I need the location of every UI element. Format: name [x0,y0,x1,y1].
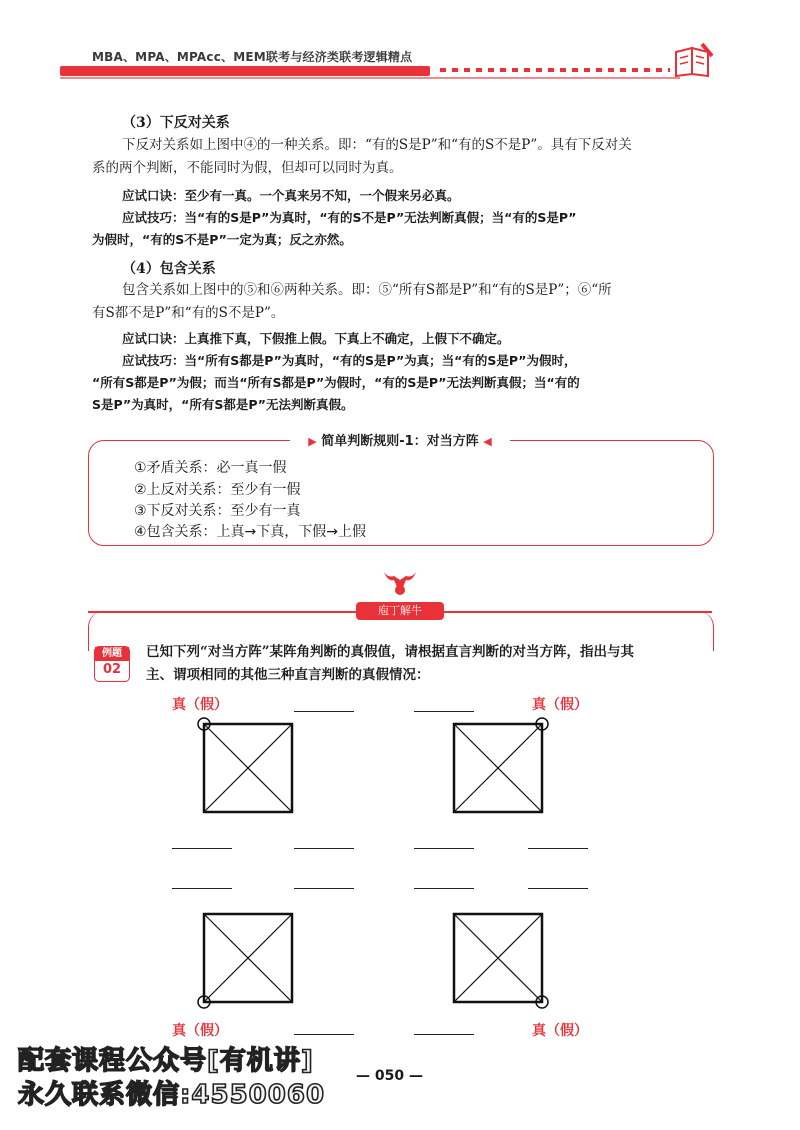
section3-mnemonic: 应试口诀：至少有一真。一个真来另不知，一个假来另必真。 [122,188,460,203]
section4-skill-line1: 应试技巧：当“所有S都是P”为真时，“有的S是P”为真；当“有的S是P”为假时， [122,353,577,368]
rule-item-4: ④包含关系：上真→下真，下假→上假 [134,524,367,540]
section3-para-line2: 系的两个判断，不能同时为假，但却可以同时为真。 [92,160,403,176]
book-pencil-icon [672,40,716,80]
section3-para-line1: 下反对关系如上图中④的一种关系。即：“有的S是P”和“有的S不是P”。具有下反对关 [122,137,632,153]
section3-heading: （3）下反对关系 [122,115,230,131]
example-banner: 庖丁解牛 [356,602,444,620]
section3-skill-line2: 为假时，“有的S不是P”一定为真；反之亦然。 [92,232,352,247]
square-diagram-top-right [446,716,550,820]
example-question-line2: 主、谓项相同的其他三种直言判断的真假情况： [146,667,430,683]
answer-blank[interactable] [414,1034,474,1035]
section4-para-line1: 包含关系如上图中的⑤和⑥两种关系。即：⑤“所有S都是P”和“有的S是P”；⑥“所 [122,282,612,298]
header-bar [60,66,430,76]
rule-box-title [290,430,510,449]
example-badge-label: 例题 [95,647,129,661]
answer-blank[interactable] [414,888,474,889]
triangle-left-icon: ◀ [483,435,492,448]
header-dots [440,68,670,72]
answer-blank[interactable] [294,888,354,889]
triangle-right-icon: ▶ [308,435,317,448]
corner-label-top-left: 真（假） [172,697,228,713]
watermark-line2: 永久联系微信:4550060 [18,1080,326,1110]
answer-blank[interactable] [528,888,588,889]
section4-para-line2: 有S都不是P”和“有的S不是P”。 [92,305,285,321]
watermark-line1: 配套课程公众号[有机讲] [18,1046,314,1076]
square-diagram-bottom-left [196,906,300,1010]
example-question-line1: 已知下列“对当方阵”某阵角判断的真假值，请根据直言判断的对当方阵，指出与其 [146,644,635,660]
header-line [60,77,680,79]
rule-item-1: ①矛盾关系：必一真一假 [134,460,287,476]
section4-skill-line2: “所有S都是P”为假；而当“所有S都是P”为假时，“有的S是P”无法判断真假；当“有的 [92,375,580,390]
square-diagram-top-left [196,716,300,820]
corner-label-top-right: 真（假） [532,697,588,713]
answer-blank[interactable] [172,848,232,849]
section4-heading: （4）包含关系 [122,261,216,277]
corner-label-bottom-right: 真（假） [532,1023,588,1039]
section3-skill-line1: 应试技巧：当“有的S是P”为真时，“有的S不是P”无法判断真假；当“有的S是P” [122,210,577,225]
answer-blank[interactable] [414,711,474,712]
rule-box-title-text: 简单判断规则-1：对当方阵 [321,434,479,449]
answer-blank[interactable] [294,848,354,849]
example-badge [94,646,130,682]
rule-item-3: ③下反对关系：至少有一真 [134,503,301,519]
corner-label-bottom-left: 真（假） [172,1023,228,1039]
answer-blank[interactable] [528,848,588,849]
section4-mnemonic: 应试口诀：上真推下真，下假推上假。下真上不确定，上假下不确定。 [122,331,510,346]
rule-item-2: ②上反对关系：至少有一假 [134,482,301,498]
answer-blank[interactable] [414,848,474,849]
section4-skill-line3: S是P”为真时，“所有S都是P”无法判断真假。 [92,397,354,412]
example-badge-number: 02 [102,662,122,677]
answer-blank[interactable] [294,1034,354,1035]
header-title: MBA、MPA、MPAcc、MEM联考与经济类联考逻辑精点 [92,50,413,64]
page-number: — 050 — [356,1068,423,1084]
ox-head-icon [380,568,420,602]
square-diagram-bottom-right [446,906,550,1010]
answer-blank[interactable] [294,711,354,712]
answer-blank[interactable] [172,888,232,889]
